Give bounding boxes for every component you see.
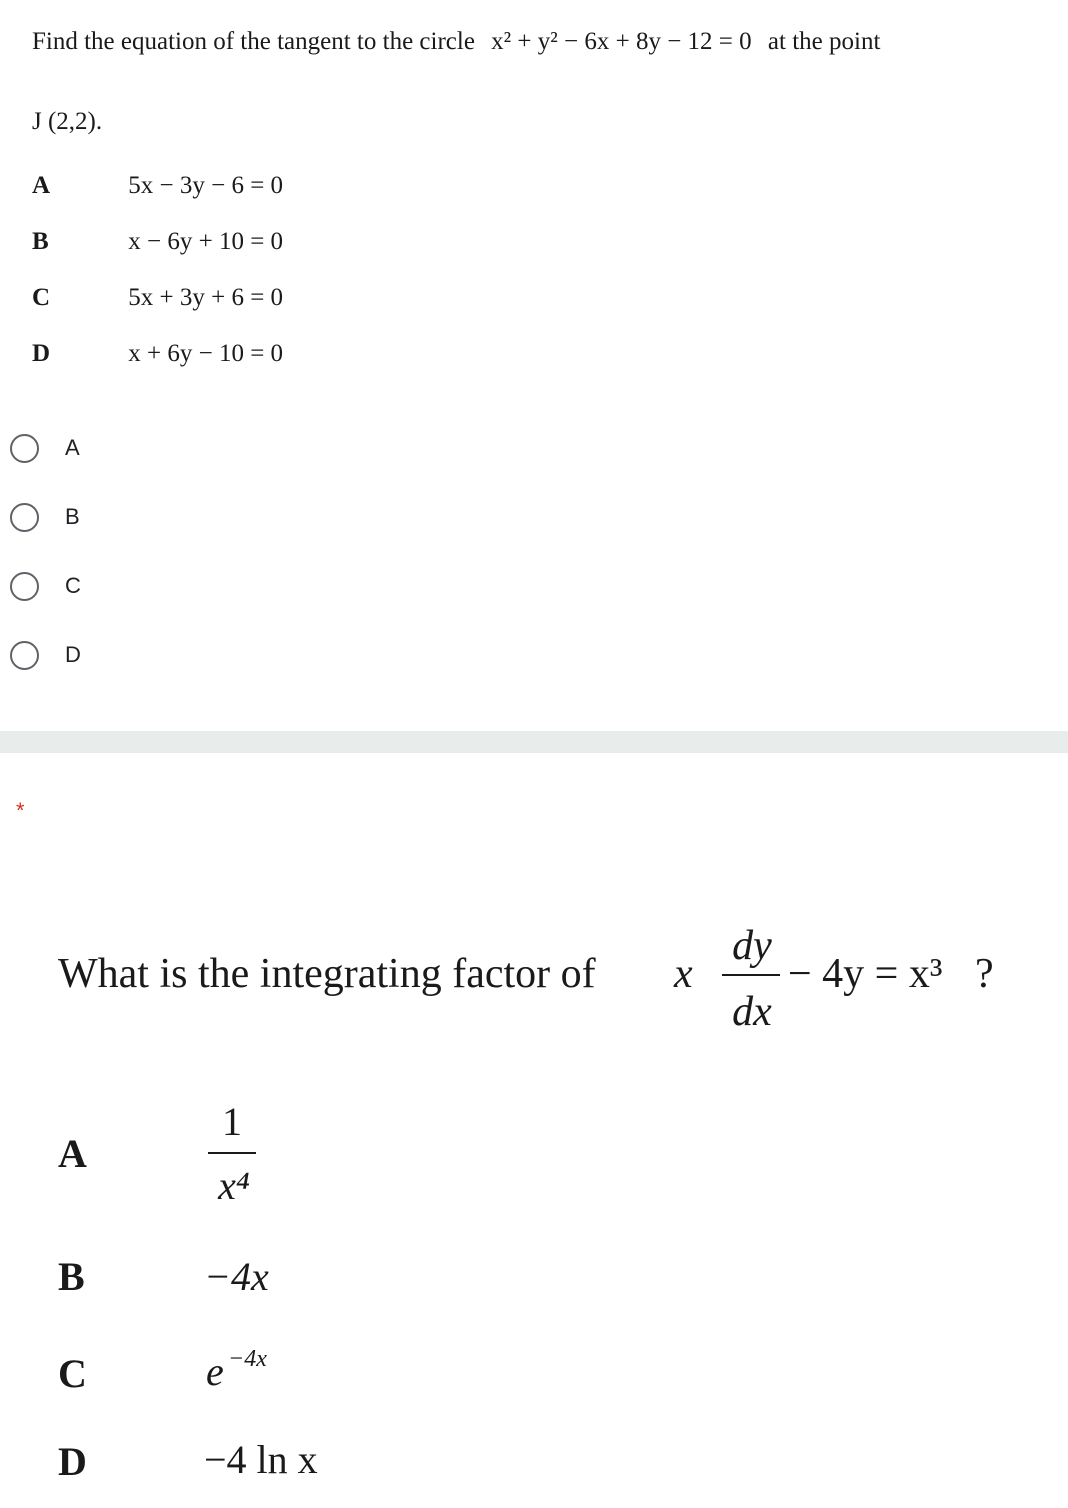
- radio-label: C: [65, 573, 81, 598]
- q2-option-b-expr: −4x: [204, 1254, 269, 1299]
- question-mark: ?: [975, 951, 994, 997]
- q1-option-d-expr: x + 6y − 10 = 0: [128, 340, 284, 367]
- fraction-numerator-dy: dy: [732, 923, 772, 969]
- radio-choice-a[interactable]: [10, 428, 80, 468]
- required-marker: *: [16, 798, 25, 823]
- question-2-prompt: [58, 950, 596, 998]
- radio-label: A: [65, 435, 80, 460]
- q2-option-c-exponent: −4x: [228, 1346, 267, 1372]
- radio-label: B: [65, 504, 80, 529]
- radio-choice-d[interactable]: [10, 635, 81, 675]
- radio-button[interactable]: [10, 434, 39, 463]
- q2-option-c-base: e: [206, 1349, 224, 1394]
- q2-option-a-denominator: x⁴: [218, 1163, 250, 1208]
- radio-choice-b[interactable]: [10, 497, 80, 537]
- q2-option-c-letter: C: [58, 1351, 87, 1396]
- circle-equation: x² + y² − 6x + 8y − 12 = 0: [491, 28, 752, 55]
- q1-option-d: [32, 340, 283, 376]
- question-1-text-before: Find the equation of the tangent to the circle: [32, 28, 475, 55]
- radio-button[interactable]: [10, 572, 39, 601]
- question-1-text-after: at the point: [767, 28, 881, 55]
- radio-button[interactable]: [10, 503, 39, 532]
- q2-option-b-letter: B: [58, 1254, 85, 1299]
- q2-option-d-letter: D: [58, 1439, 87, 1484]
- q1-option-b: [32, 228, 283, 264]
- q1-option-c-expr: 5x + 3y + 6 = 0: [128, 284, 284, 311]
- q1-option-b-letter: B: [32, 228, 49, 255]
- q2-option-a-fraction-bar: [208, 1152, 256, 1154]
- q2-option-d-expr: −4 ln x: [204, 1437, 318, 1482]
- radio-choice-c[interactable]: [10, 566, 81, 606]
- q2-option-a-numerator: 1: [222, 1099, 242, 1144]
- question-1-point: J (2,2).: [32, 108, 103, 135]
- fraction-bar: [722, 974, 780, 976]
- q1-option-a-expr: 5x − 3y − 6 = 0: [128, 172, 284, 199]
- card-separator: [0, 731, 1068, 753]
- q1-option-a: [32, 172, 283, 208]
- equation-rest: − 4y = x³: [788, 951, 943, 997]
- q1-option-c: [32, 284, 283, 320]
- question-1-prompt: [32, 28, 880, 56]
- q1-option-d-letter: D: [32, 340, 51, 367]
- q2-option-a-letter: A: [58, 1131, 87, 1176]
- equation-x: x: [674, 951, 693, 997]
- fraction-denominator-dx: dx: [732, 989, 772, 1035]
- radio-label: D: [65, 642, 81, 667]
- q1-option-a-letter: A: [32, 172, 51, 199]
- q1-option-c-letter: C: [32, 284, 51, 311]
- q1-option-b-expr: x − 6y + 10 = 0: [128, 228, 284, 255]
- radio-button[interactable]: [10, 641, 39, 670]
- question-2-text-before: What is the integrating factor of: [58, 951, 596, 997]
